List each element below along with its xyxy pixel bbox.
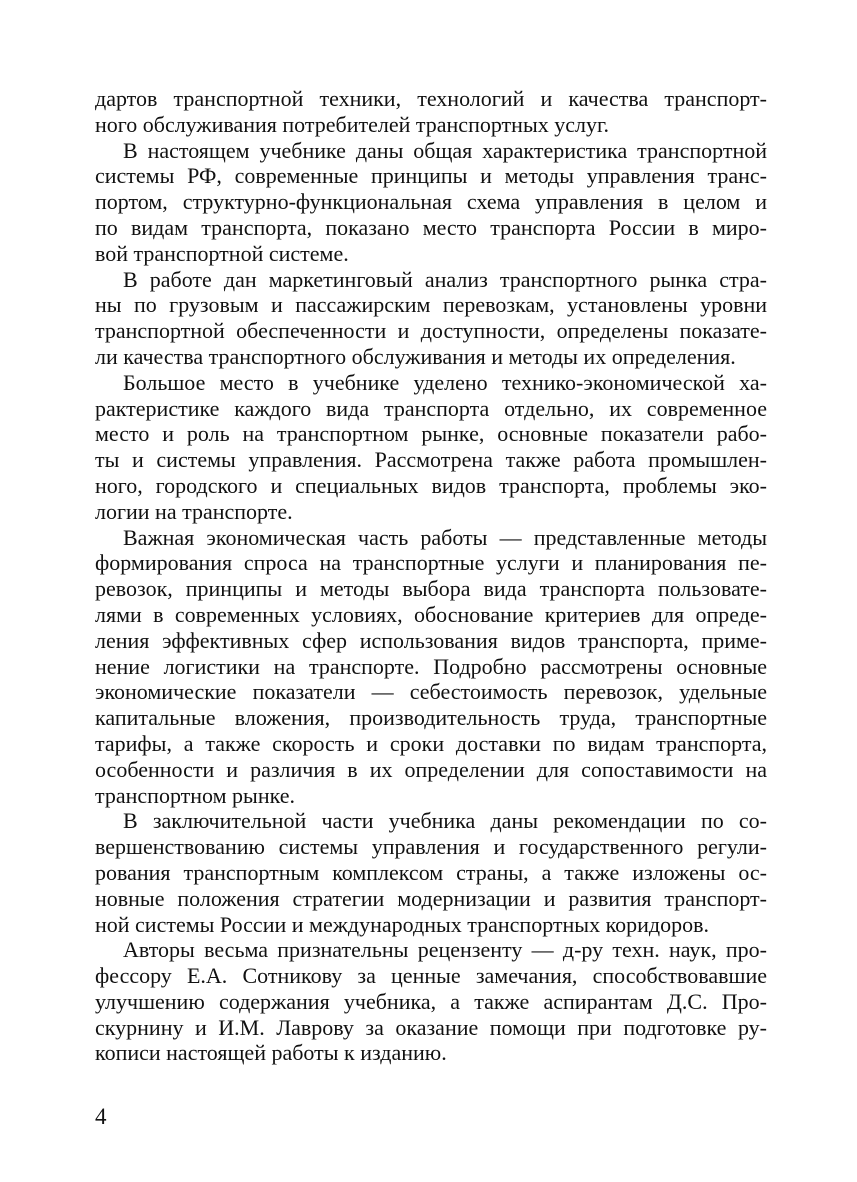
- text-line: ного обслуживания потребителей транспортных услуг.: [95, 111, 610, 137]
- text-line: фессору Е.А. Сотникову за ценные замечания, способствовавшие: [95, 963, 767, 989]
- text-line: портом, структурно-функциональная схема управления в целом и: [95, 189, 767, 215]
- text-line: В настоящем учебнике даны общая характеристика транспортной: [123, 137, 767, 163]
- text-line: кописи настоящей работы к изданию.: [95, 1040, 447, 1066]
- text-line: ны по грузовым и пассажирским перевозкам, установлены уровни: [95, 292, 767, 318]
- text-line: особенности и различия в их определении для сопоставимости на: [95, 756, 767, 782]
- paragraph: [95, 370, 767, 525]
- text-line: улучшению содержания учебника, а также аспирантам Д.С. Про-: [95, 988, 767, 1014]
- text-line: формирования спроса на транспортные услуги и планирования пе-: [95, 550, 767, 576]
- text-line: лями в современных условиях, обоснование критериев для опреде-: [95, 601, 767, 627]
- text-line: транспортном рынке.: [95, 782, 296, 808]
- text-line: транспортной обеспеченности и доступности, определены показате-: [95, 318, 767, 344]
- text-line: ты и системы управления. Рассмотрена также работа промышлен-: [95, 447, 767, 473]
- text-line: В заключительной части учебника даны рекомендации по со-: [123, 808, 767, 834]
- text-line: ления эффективных сфер использования видов транспорта, приме-: [95, 627, 767, 653]
- text-line: нение логистики на транспорте. Подробно рассмотрены основные: [95, 653, 767, 679]
- text-line: логии на транспорте.: [95, 498, 293, 524]
- paragraph: [95, 138, 767, 267]
- paragraph: [95, 525, 767, 809]
- text-line: ревозок, принципы и методы выбора вида транспорта пользовате-: [95, 576, 767, 602]
- text-line: рактеристике каждого вида транспорта отдельно, их современное: [95, 395, 767, 421]
- text-line: системы РФ, современные принципы и методы управления транс-: [95, 163, 767, 189]
- text-line: вой транспортной системе.: [95, 240, 349, 266]
- paragraph: [95, 86, 767, 138]
- text-line: вершенствованию системы управления и государственного регули-: [95, 834, 767, 860]
- page-number: 4: [95, 1104, 107, 1129]
- text-line: ли качества транспортного обслуживания и методы их определения.: [95, 343, 736, 369]
- text-line: ной системы России и международных транспортных коридоров.: [95, 911, 710, 937]
- text-line: Важная экономическая часть работы — представленные методы: [123, 524, 767, 550]
- text-line: дартов транспортной техники, технологий и качества транспорт-: [95, 86, 767, 111]
- text-line: место и роль на транспортном рынке, основные показатели рабо-: [95, 421, 767, 447]
- text-line: рования транспортным комплексом страны, а также изложены ос-: [95, 859, 767, 885]
- text-line: скурнину и И.М. Лаврову за оказание помощи при подготовке ру-: [95, 1014, 767, 1040]
- text-line: экономические показатели — себестоимость перевозок, удельные: [95, 679, 767, 705]
- text-line: Большое место в учебнике уделено технико-экономической ха-: [123, 369, 767, 395]
- page-body-text: [95, 86, 767, 1066]
- text-line: Авторы весьма признательны рецензенту — д-ру техн. наук, про-: [123, 937, 767, 963]
- text-line: капитальные вложения, производительность труда, транспортные: [95, 705, 767, 731]
- paragraph: [95, 937, 767, 1066]
- text-line: новные положения стратегии модернизации и развития транспорт-: [95, 885, 767, 911]
- text-line: ного, городского и специальных видов транспорта, проблемы эко-: [95, 472, 767, 498]
- text-line: тарифы, а также скорость и сроки доставки по видам транспорта,: [95, 730, 767, 756]
- paragraph: [95, 267, 767, 370]
- paragraph: [95, 808, 767, 937]
- text-line: по видам транспорта, показано место транспорта России в миро-: [95, 214, 767, 240]
- text-line: В работе дан маркетинговый анализ транспортного рынка стра-: [123, 266, 767, 292]
